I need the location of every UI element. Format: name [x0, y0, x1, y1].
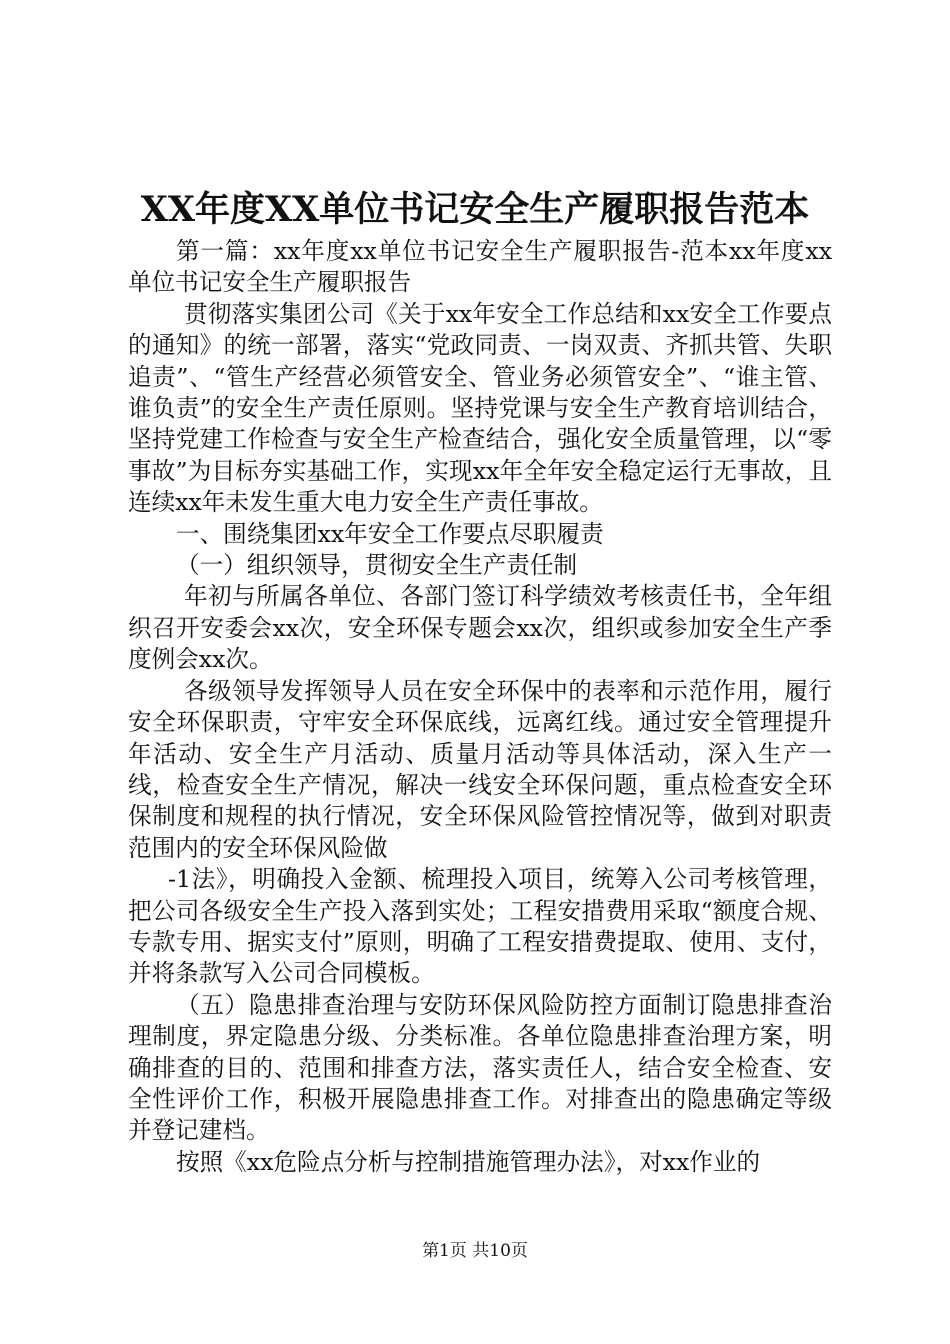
paragraph-hazard-control: （五）隐患排查治理与安防环保风险防控方面制订隐患排查治理制度，界定隐患分级、分类标准。各单位隐患排查治理方案，明确排查的目的、范围和排查方法，落实责任人，结合安全检查、安全性评价工作，积极开展隐患排查工作。对排查出的隐患确定等级并登记建档。 — [128, 990, 832, 1145]
paragraph-responsibility: 年初与所属各单位、各部门签订科学绩效考核责任书，全年组织召开安委会xx次，安全环保专题会xx次，组织或参加安全生产季度例会xx次。 — [128, 582, 832, 674]
paragraph-danger-point: 按照《xx危险点分析与控制措施管理办法》，对xx作业的 — [176, 1147, 761, 1176]
document-body — [128, 236, 832, 1178]
document-title: XX年度XX单位书记安全生产履职报告范本 — [140, 189, 810, 230]
section-heading-1: 一、围绕集团xx年安全工作要点尽职履责 — [176, 519, 604, 548]
paragraph-leadership: 各级领导发挥领导人员在安全环保中的表率和示范作用，履行安全环保职责，守牢安全环保底线，远离红线。通过安全管理提升年活动、安全生产月活动、质量月活动等具体活动，深入生产一线，检查安全生产情况，解决一线安全环保问题，重点检查安全环保制度和规程的执行情况，安全环保风险管控情况等，做到对职责范围内的安全环保风险做 — [128, 676, 832, 862]
paragraph-investment: -1法》，明确投入金额、梳理投入项目，统筹入公司考核管理，把公司各级安全生产投入落到实处；工程安措费用采取“额度合规、专款专用、据实支付”原则，明确了工程安措费提取、使用、支付，并将条款写入公司合同模板。 — [128, 865, 832, 988]
paragraph-intro: 第一篇：xx年度xx单位书记安全生产履职报告-范本xx年度xx单位书记安全生产履职报告 — [128, 237, 832, 297]
subsection-heading-1: （一）组织领导，贯彻安全生产责任制 — [176, 551, 578, 580]
page-number-footer: 第1页 共10页 — [422, 1241, 528, 1261]
paragraph-overview: 贯彻落实集团公司《关于xx年安全工作总结和xx安全工作要点的通知》的统一部署，落实“党政同责、一岗双责、齐抓共管、失职追责”、“管生产经营必须管安全、管业务必须管安全”、“谁主管、谁负责”的安全生产责任原则。坚持党课与安全生产教育培训结合，坚持党建工作检查与安全生产检查结合，强化安全质量管理，以“零事故”为目标夯实基础工作，实现xx年全年安全稳定运行无事故，且连续xx年未发生重大电力安全生产责任事故。 — [128, 299, 832, 517]
